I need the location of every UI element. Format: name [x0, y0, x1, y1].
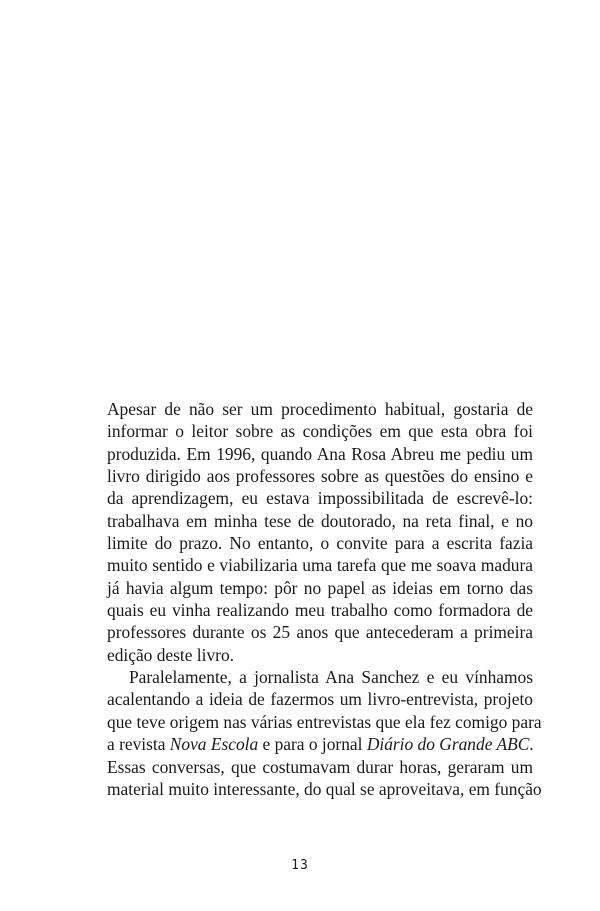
paragraph-1-line: trabalhava em minha tese de doutorado, na reta final, e no [107, 510, 533, 531]
paragraph-1-line: produzida. Em 1996, quando Ana Rosa Abreu me pediu um [107, 443, 533, 464]
paragraph-1-line: muito sentido e viabilizaria uma tarefa que me soava madura [107, 555, 533, 576]
paragraph-1-line: já havia algum tempo: pôr no papel as ideias em torno das [107, 577, 533, 598]
paragraph-1-line: quais eu vinha realizando meu trabalho como formadora de [107, 600, 533, 621]
paragraph-2-line: Paralelamente, a jornalista Ana Sanchez e eu vínhamos [129, 667, 533, 688]
paragraph-1-line: limite do prazo. No entanto, o convite para a escrita fazia [107, 533, 533, 554]
paragraph-2-line: Essas conversas, que costumavam durar horas, geraram um [107, 756, 533, 777]
paragraph-1-line: da aprendizagem, eu estava impossibilitada de escrevê-lo: [107, 488, 533, 509]
page-number: 13 [291, 858, 309, 873]
paragraph-1-line: informar o leitor sobre as condições em que esta obra foi [107, 421, 533, 442]
line-text: e para o jornal [258, 734, 367, 755]
paragraph-1-line: Apesar de não ser um procedimento habitual, gostaria de [107, 399, 533, 419]
magazine-title: Nova Escola [169, 734, 259, 755]
paragraph-2-line: que teve origem nas várias entrevistas que ela fez comigo para [107, 711, 542, 732]
paragraph-1-line: livro dirigido aos professores sobre as questões do ensino e [107, 466, 533, 487]
paragraph-2-line [107, 733, 533, 755]
body-text [107, 398, 542, 800]
paragraph-2-line: material muito interessante, do qual se aproveitava, em função [107, 778, 542, 799]
paragraph-2-line: acalentando a ideia de fazermos um livro-entrevista, projeto [107, 689, 533, 710]
line-text: . [529, 734, 534, 755]
paragraph-1-line: edição deste livro. [107, 644, 234, 665]
paragraph-1-line: professores durante os 25 anos que antecederam a primeira [107, 622, 533, 643]
line-text: a revista [107, 734, 170, 755]
newspaper-title: Diário do Grande ABC [366, 734, 530, 755]
